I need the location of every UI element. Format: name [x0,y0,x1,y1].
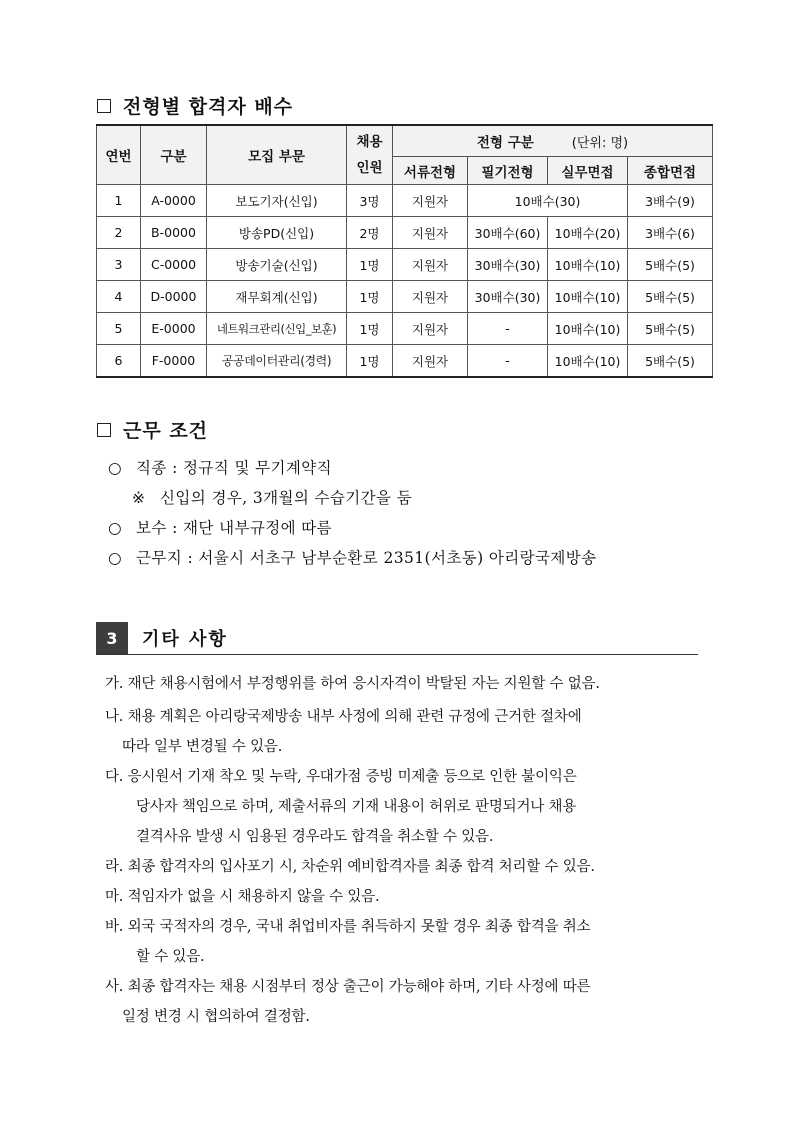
table-row [97,217,713,249]
header-stage-label: 전형 구분 [476,135,534,151]
cell-code: A-0000 [141,185,207,217]
cell-final: 3배수(9) [628,185,713,217]
header-hire: 채용 인원 [347,125,393,185]
cell-dept: 보도기자(신입) [207,185,347,217]
table-row [97,345,713,378]
condition-text: 보수 : 재단 내부규정에 따름 [136,519,333,537]
cell-num: 3 [97,249,141,281]
cell-practical: 10배수(10) [548,313,628,345]
cell-practical: 10배수(20) [548,217,628,249]
notice-item-sa: 사. 최종 합격자는 채용 시점부터 정상 출근이 가능해야 하며, 기타 사정에 따른 [105,979,591,995]
cell-dept: 재무회계(신입) [207,281,347,313]
cell-dept: 공공데이터관리(경력) [207,345,347,378]
cell-hire: 3명 [347,185,393,217]
section-title-work-conditions [97,416,208,443]
condition-item-probation-note [132,486,412,508]
cell-written: 30배수(30) [468,281,548,313]
notice-item-sa-continued: 일정 변경 시 협의하여 결정함. [122,1009,310,1025]
section-title-text: 근무 조건 [123,420,209,442]
cell-final: 3배수(6) [628,217,713,249]
condition-text: 근무지 : 서울시 서초구 남부순환로 2351(서초동) 아리랑국제방송 [136,549,597,567]
cell-written-practical-merged: 10배수(30) [468,185,628,217]
table-row [97,249,713,281]
condition-item-location [108,546,596,568]
cell-code: B-0000 [141,217,207,249]
table-row [97,281,713,313]
notice-item-da-continued: 당사자 책임으로 하며, 제출서류의 기재 내용이 허위로 판명되거나 채용 [136,799,577,815]
section-header-other [96,622,698,655]
cell-written: - [468,345,548,378]
cell-hire: 2명 [347,217,393,249]
cell-hire: 1명 [347,313,393,345]
notice-item-na: 나. 채용 계획은 아리랑국제방송 내부 사정에 의해 관련 규정에 근거한 절차에 [105,709,582,725]
notice-item-ba: 바. 외국 국적자의 경우, 국내 취업비자를 취득하지 못할 경우 최종 합격을 취소 [105,919,591,935]
cell-hire: 1명 [347,281,393,313]
cell-code: C-0000 [141,249,207,281]
circle-bullet-icon: ○ [108,459,122,477]
checkbox-square-icon [97,99,111,113]
cell-practical: 10배수(10) [548,281,628,313]
cell-num: 6 [97,345,141,378]
notice-item-da-continued: 결격사유 발생 시 임용된 경우라도 합격을 취소할 수 있음. [136,829,494,845]
cell-hire: 1명 [347,345,393,378]
cell-num: 5 [97,313,141,345]
header-stage [393,125,713,157]
cell-final: 5배수(5) [628,249,713,281]
condition-text: 신입의 경우, 3개월의 수습기간을 둠 [160,489,413,507]
cell-doc: 지원자 [393,249,468,281]
section-title-selection-ratio [97,92,293,119]
cell-doc: 지원자 [393,345,468,378]
header-final: 종합면접 [628,157,713,185]
header-num: 연번 [97,125,141,185]
notice-item-ma: 마. 적임자가 없을 시 채용하지 않을 수 있음. [105,889,380,905]
section-title-text: 기타 사항 [142,629,228,650]
cell-num: 1 [97,185,141,217]
section-number-badge: 3 [96,622,128,654]
cell-practical: 10배수(10) [548,345,628,378]
cell-final: 5배수(5) [628,313,713,345]
cell-final: 5배수(5) [628,281,713,313]
condition-item-job-type [108,456,332,478]
cell-num: 4 [97,281,141,313]
header-unit: (단위: 명) [571,136,629,151]
cell-doc: 지원자 [393,281,468,313]
table-row [97,185,713,217]
cell-written: 30배수(30) [468,249,548,281]
checkbox-square-icon [97,423,111,437]
cell-code: D-0000 [141,281,207,313]
notice-item-ra: 라. 최종 합격자의 입사포기 시, 차순위 예비합격자를 최종 합격 처리할 수 있음. [105,859,595,875]
header-doc: 서류전형 [393,157,468,185]
condition-item-salary [108,516,332,538]
cell-code: F-0000 [141,345,207,378]
cell-code: E-0000 [141,313,207,345]
notice-item-da: 다. 응시원서 기재 착오 및 누락, 우대가점 증빙 미제출 등으로 인한 불이익은 [105,769,577,785]
cell-written: - [468,313,548,345]
cell-doc: 지원자 [393,185,468,217]
notice-item-ba-continued: 할 수 있음. [136,949,205,965]
table-row [97,313,713,345]
circle-bullet-icon: ○ [108,519,122,537]
selection-ratio-table [96,124,713,378]
section-title-text: 전형별 합격자 배수 [123,96,294,118]
cell-doc: 지원자 [393,217,468,249]
notice-item-na-continued: 따라 일부 변경될 수 있음. [122,739,283,755]
notice-item-ga: 가. 재단 채용시험에서 부정행위를 하여 응시자격이 박탈된 자는 지원할 수 없음. [105,676,600,692]
circle-bullet-icon: ○ [108,549,122,567]
cell-dept: 방송PD(신입) [207,217,347,249]
header-written: 필기전형 [468,157,548,185]
cell-final: 5배수(5) [628,345,713,378]
cell-doc: 지원자 [393,313,468,345]
cell-hire: 1명 [347,249,393,281]
header-dept: 모집 부문 [207,125,347,185]
cell-num: 2 [97,217,141,249]
condition-text: 직종 : 정규직 및 무기계약직 [136,459,333,477]
cell-dept: 네트워크관리(신입_보훈) [207,313,347,345]
cell-written: 30배수(60) [468,217,548,249]
header-practical: 실무면접 [548,157,628,185]
reference-mark-icon: ※ [132,489,146,507]
cell-dept: 방송기술(신입) [207,249,347,281]
header-category: 구분 [141,125,207,185]
cell-practical: 10배수(10) [548,249,628,281]
